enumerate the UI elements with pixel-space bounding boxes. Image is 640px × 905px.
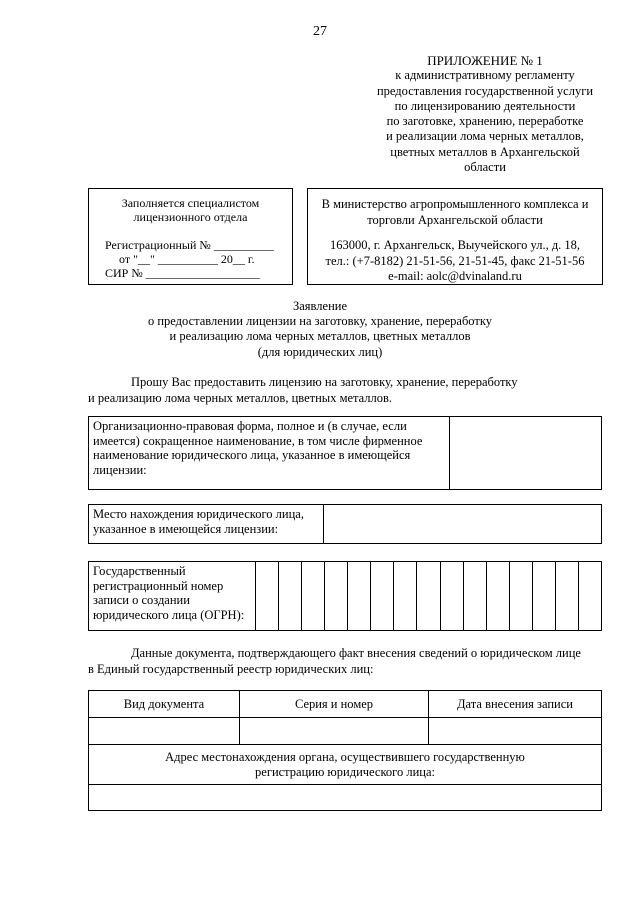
ogrn-digit-cell[interactable] bbox=[486, 562, 509, 631]
statement-heading bbox=[0, 299, 640, 360]
org-form-label: Организационно-правовая форма, полное и (в случае, если имеется) сокращенное наименование, в том числе фирменное наименование юридического лица, указанное в имеющейся лицензии: bbox=[89, 417, 450, 490]
ogrn-digit-cell[interactable] bbox=[394, 562, 417, 631]
statement-line: о предоставлении лицензии на заготовку, хранение, переработку bbox=[147, 314, 493, 329]
appendix-line: к административному регламенту bbox=[395, 68, 575, 83]
doc-date-header: Дата внесения записи bbox=[429, 691, 602, 718]
ministry-box bbox=[307, 188, 603, 285]
ministry-email: e-mail: aolc@dvinaland.ru bbox=[388, 269, 522, 283]
statement-title: Заявление bbox=[292, 299, 347, 313]
ogrn-digit-cell[interactable] bbox=[302, 562, 325, 631]
org-form-table bbox=[88, 416, 602, 490]
document-line-1: Данные документа, подтверждающего факт внесения сведений о юридическом лице bbox=[131, 646, 581, 660]
reg-date-field[interactable]: от "__" __________ 20__ г. bbox=[119, 252, 255, 266]
ogrn-digit-cell[interactable] bbox=[325, 562, 348, 631]
ogrn-digit-cell[interactable] bbox=[578, 562, 601, 631]
request-line-2: и реализацию лома черных металлов, цветных металлов. bbox=[88, 390, 393, 405]
doc-type-input[interactable] bbox=[89, 718, 240, 745]
ministry-address: 163000, г. Архангельск, Выучейского ул., д. 18, bbox=[329, 238, 581, 252]
ogrn-digit-cell[interactable] bbox=[532, 562, 555, 631]
location-label: Место нахождения юридического лица, указанное в имеющейся лицензии: bbox=[89, 505, 324, 544]
appendix-line: цветных металлов в Архангельской bbox=[390, 144, 580, 159]
location-table bbox=[88, 504, 602, 544]
ogrn-digit-cell[interactable] bbox=[509, 562, 532, 631]
ogrn-table bbox=[88, 561, 602, 631]
doc-type-header: Вид документа bbox=[89, 691, 240, 718]
ogrn-label: Государственный регистрационный номер записи о создании юридического лица (ОГРН): bbox=[89, 562, 256, 631]
statement-line: (для юридических лиц) bbox=[257, 344, 383, 359]
ministry-line: В министерство агропромышленного комплекса и bbox=[321, 197, 589, 211]
registration-address-input[interactable] bbox=[89, 785, 602, 811]
doc-series-input[interactable] bbox=[240, 718, 429, 745]
doc-series-header: Серия и номер bbox=[240, 691, 429, 718]
location-input[interactable] bbox=[324, 505, 602, 544]
org-form-input[interactable] bbox=[450, 417, 602, 490]
doc-date-input[interactable] bbox=[429, 718, 602, 745]
ministry-phones: тел.: (+7-8182) 21-51-56, 21-51-45, факс 21-51-56 bbox=[325, 253, 585, 268]
registration-address-label: Адрес местонахождения органа, осуществившего государственную регистрацию юридического лица: bbox=[89, 745, 602, 785]
statement-line: и реализацию лома черных металлов, цветных металлов bbox=[169, 329, 471, 344]
appendix-line: предоставления государственной услуги bbox=[376, 83, 594, 98]
appendix-line: по лицензированию деятельности bbox=[394, 98, 576, 113]
specialist-title-2: лицензионного отдела bbox=[133, 210, 248, 224]
specialist-box bbox=[88, 188, 293, 285]
appendix-line: по заготовке, хранению, переработке bbox=[386, 114, 584, 129]
ogrn-digit-cell[interactable] bbox=[371, 562, 394, 631]
request-line-1: Прошу Вас предоставить лицензию на заготовку, хранение, переработку bbox=[131, 375, 518, 389]
ogrn-digit-cell[interactable] bbox=[279, 562, 302, 631]
page-number: 27 bbox=[313, 24, 327, 39]
ogrn-digit-cell[interactable] bbox=[256, 562, 279, 631]
document-line-2: в Единый государственный реестр юридических лиц: bbox=[88, 661, 374, 676]
ogrn-digit-cell[interactable] bbox=[555, 562, 578, 631]
document-paragraph bbox=[88, 646, 598, 677]
appendix-line: области bbox=[464, 160, 506, 175]
sir-field[interactable]: СИР № ___________________ bbox=[105, 266, 260, 280]
ogrn-digit-cell[interactable] bbox=[440, 562, 463, 631]
request-paragraph bbox=[88, 375, 598, 406]
reg-number-field[interactable]: Регистрационный № __________ bbox=[105, 238, 274, 252]
appendix-line: и реализации лома черных металлов, bbox=[386, 129, 584, 144]
document-table bbox=[88, 690, 602, 811]
ogrn-digit-cell[interactable] bbox=[348, 562, 371, 631]
appendix-title: ПРИЛОЖЕНИЕ № 1 bbox=[427, 53, 543, 68]
appendix-header bbox=[340, 53, 630, 175]
ministry-line: торговли Архангельской области bbox=[367, 212, 543, 227]
ogrn-digit-cell[interactable] bbox=[417, 562, 440, 631]
specialist-title: Заполняется специалистом bbox=[121, 196, 260, 210]
ogrn-digit-cell[interactable] bbox=[463, 562, 486, 631]
